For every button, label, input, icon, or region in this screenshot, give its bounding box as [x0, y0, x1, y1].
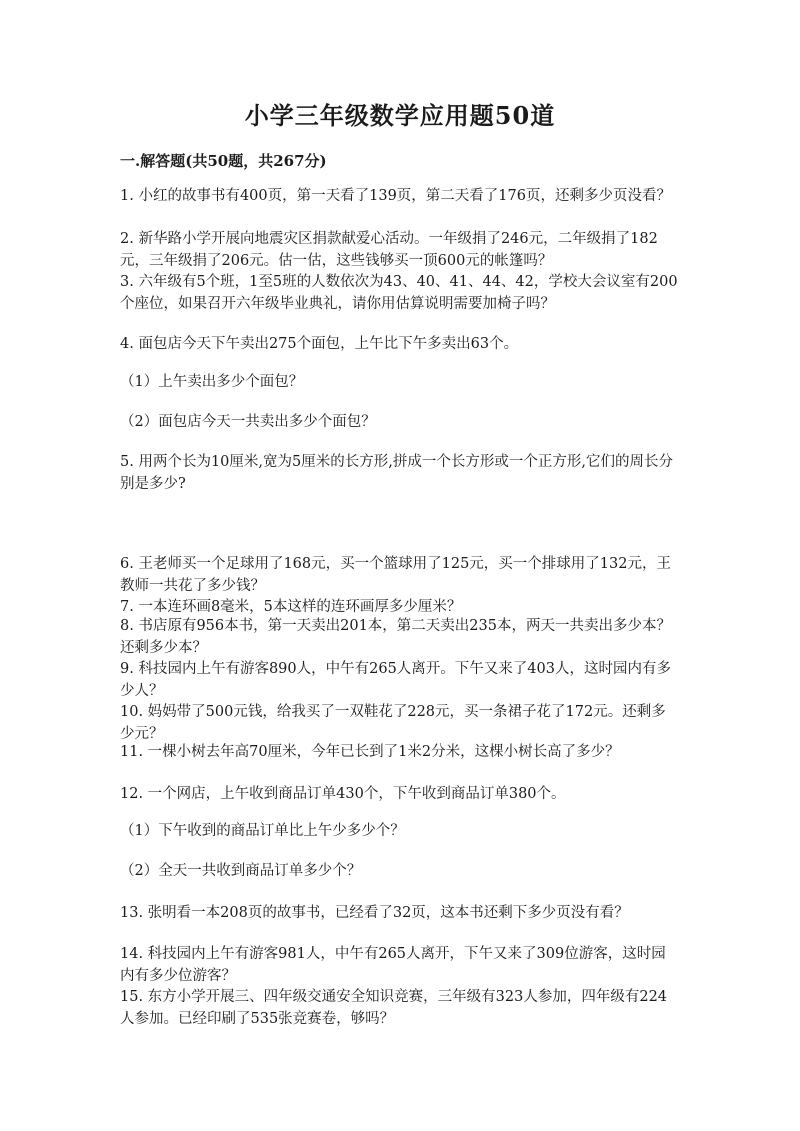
- question-13: 13. 张明看一本208页的故事书，已经看了32页，这本书还剩下多少页没有看？: [120, 905, 629, 921]
- question-3: 3. 六年级有5个班，1至5班的人数依次为43、40、41、44、42，学校大会议室有200个座位，如果召开六年级毕业典礼，请你用估算说明需要加椅子吗？: [120, 274, 678, 312]
- question-14: 14. 科技园内上午有游客981人，中午有265人离开，下午又来了309位游客，这时园内有多少位游客？: [120, 946, 666, 984]
- question-12-part-1: （1）下午收到的商品订单比上午少多少个？: [120, 823, 405, 839]
- question-7: 7. 一本连环画8毫米，5本这样的连环画厚多少厘米？: [120, 599, 462, 615]
- question-15: 15. 东方小学开展三、四年级交通安全知识竞赛，三年级有323人参加，四年级有224人参加。已经印刷了535张竞赛卷，够吗？: [120, 989, 668, 1027]
- question-1: 1. 小红的故事书有400页，第一天看了139页，第二天看了176页，还剩多少页没看？: [120, 188, 671, 204]
- question-2: 2. 新华路小学开展向地震灾区捐款献爱心活动。一年级捐了246元，二年级捐了182元，三年级捐了206元。估一估，这些钱够买一顶600元的帐篷吗？: [120, 231, 658, 269]
- question-4: 4. 面包店今天下午卖出275个面包，上午比下午多卖出63个。: [120, 336, 519, 352]
- question-10: 10. 妈妈带了500元钱，给我买了一双鞋花了228元，买一条裙子花了172元。还剩多少元？: [120, 704, 666, 742]
- page-title: 小学三年级数学应用题50道: [244, 101, 556, 130]
- question-11: 11. 一棵小树去年高70厘米，今年已长到了1米2分米，这棵小树长高了多少？: [120, 744, 620, 760]
- question-9: 9. 科技园内上午有游客890人，中午有265人离开。下午又来了403人，这时园内有多少人？: [120, 661, 671, 699]
- question-4-part-2: （2）面包店今天一共卖出多少个面包？: [120, 414, 376, 430]
- section-heading: 一.解答题(共50题，共267分): [120, 152, 327, 170]
- question-6: 6. 王老师买一个足球用了168元，买一个篮球用了125元，买一个排球用了132元，王教师一共花了多少钱？: [120, 556, 671, 594]
- question-12: 12. 一个网店，上午收到商品订单430个，下午收到商品订单380个。: [120, 786, 566, 802]
- question-4-part-1: （1）上午卖出多少个面包？: [120, 374, 304, 390]
- question-5: 5. 用两个长为10厘米,宽为5厘米的长方形,拼成一个长方形或一个正方形,它们的周长分别是多少?: [120, 454, 673, 492]
- question-8: 8. 书店原有956本书，第一天卖出201本，第二天卖出235本，两天一共卖出多少本？还剩多少本？: [120, 618, 671, 656]
- question-12-part-2: （2）全天一共收到商品订单多少个？: [120, 863, 362, 879]
